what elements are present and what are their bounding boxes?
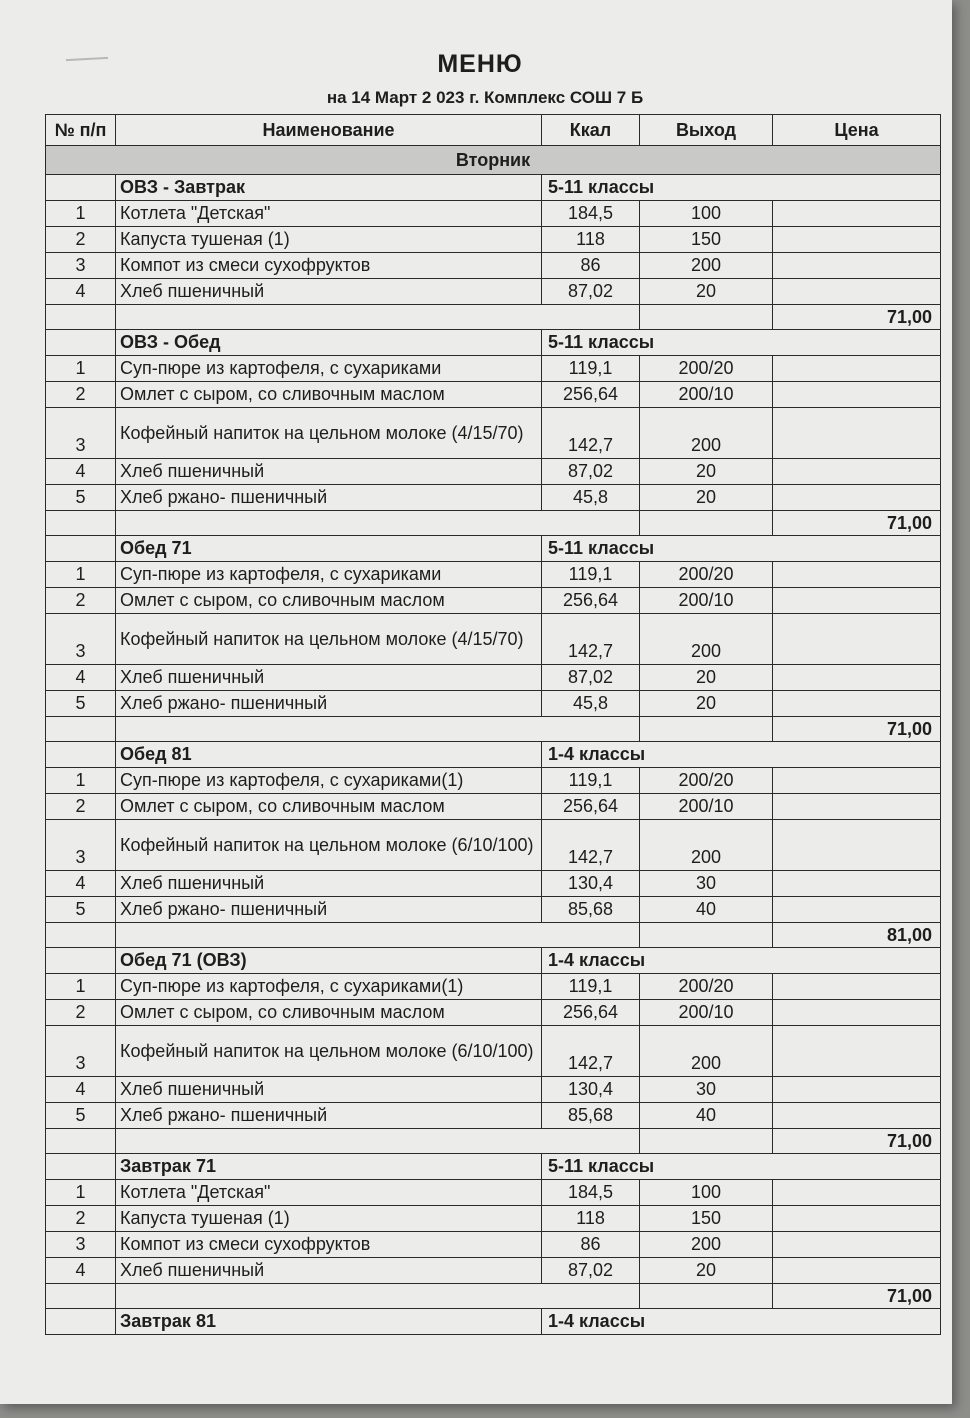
item-output: 20	[640, 691, 773, 717]
section-empty-cell	[46, 1309, 116, 1335]
item-number: 3	[46, 614, 116, 665]
item-name: Компот из смеси сухофруктов	[116, 1232, 542, 1258]
item-price	[773, 253, 941, 279]
item-kcal: 87,02	[542, 279, 640, 305]
item-kcal: 86	[542, 253, 640, 279]
item-price	[773, 356, 941, 382]
item-price	[773, 974, 941, 1000]
item-name: Компот из смеси сухофруктов	[116, 253, 542, 279]
section-price-row	[46, 923, 941, 948]
item-kcal: 87,02	[542, 665, 640, 691]
section-price-row	[46, 305, 941, 330]
item-name: Хлеб ржано- пшеничный	[116, 1103, 542, 1129]
item-output: 150	[640, 227, 773, 253]
item-name: Кофейный напиток на цельном молоке (6/10/100)	[116, 1026, 542, 1077]
item-kcal: 119,1	[542, 562, 640, 588]
item-output: 150	[640, 1206, 773, 1232]
price-empty-cell	[640, 511, 773, 536]
price-empty-cell	[46, 511, 116, 536]
item-kcal: 130,4	[542, 1077, 640, 1103]
item-kcal: 118	[542, 1206, 640, 1232]
section-classes: 5-11 классы	[542, 330, 941, 356]
item-kcal: 256,64	[542, 382, 640, 408]
item-number: 5	[46, 1103, 116, 1129]
price-empty-cell	[640, 923, 773, 948]
section-empty-cell	[46, 742, 116, 768]
item-number: 4	[46, 665, 116, 691]
item-output: 200/10	[640, 794, 773, 820]
table-row	[46, 279, 941, 305]
item-output: 30	[640, 871, 773, 897]
section-name: Завтрак 71	[116, 1154, 542, 1180]
table-row	[46, 1077, 941, 1103]
item-name: Кофейный напиток на цельном молоке (4/15/70)	[116, 408, 542, 459]
item-price	[773, 588, 941, 614]
section-price: 81,00	[773, 923, 941, 948]
price-empty-cell	[46, 1284, 116, 1309]
item-price	[773, 1206, 941, 1232]
item-output: 20	[640, 485, 773, 511]
price-empty-cell	[116, 717, 640, 742]
section-empty-cell	[46, 536, 116, 562]
item-kcal: 118	[542, 227, 640, 253]
table-row	[46, 356, 941, 382]
item-number: 4	[46, 871, 116, 897]
section-header-row	[46, 175, 941, 201]
item-name: Суп-пюре из картофеля, с сухариками(1)	[116, 974, 542, 1000]
item-name: Омлет с сыром, со сливочным маслом	[116, 1000, 542, 1026]
section-price: 71,00	[773, 1284, 941, 1309]
item-kcal: 85,68	[542, 1103, 640, 1129]
table-row	[46, 227, 941, 253]
item-price	[773, 1000, 941, 1026]
item-name: Капуста тушеная (1)	[116, 1206, 542, 1232]
section-name: Обед 81	[116, 742, 542, 768]
item-kcal: 86	[542, 1232, 640, 1258]
item-number: 1	[46, 356, 116, 382]
price-empty-cell	[116, 511, 640, 536]
item-number: 2	[46, 588, 116, 614]
section-empty-cell	[46, 175, 116, 201]
item-price	[773, 1103, 941, 1129]
item-kcal: 45,8	[542, 691, 640, 717]
item-name: Хлеб ржано- пшеничный	[116, 691, 542, 717]
item-kcal: 119,1	[542, 974, 640, 1000]
item-number: 5	[46, 691, 116, 717]
section-classes: 1-4 классы	[542, 948, 941, 974]
price-empty-cell	[116, 1284, 640, 1309]
item-price	[773, 485, 941, 511]
section-header-row	[46, 1309, 941, 1335]
item-price	[773, 897, 941, 923]
table-row	[46, 974, 941, 1000]
item-kcal: 142,7	[542, 1026, 640, 1077]
section-price-row	[46, 1284, 941, 1309]
price-empty-cell	[640, 1284, 773, 1309]
item-number: 4	[46, 459, 116, 485]
price-empty-cell	[46, 1129, 116, 1154]
item-price	[773, 1180, 941, 1206]
table-row	[46, 614, 941, 665]
item-kcal: 142,7	[542, 614, 640, 665]
col-header-kcal: Ккал	[542, 115, 640, 146]
price-empty-cell	[116, 923, 640, 948]
item-name: Хлеб пшеничный	[116, 279, 542, 305]
item-kcal: 87,02	[542, 1258, 640, 1284]
item-output: 200/20	[640, 562, 773, 588]
table-row	[46, 588, 941, 614]
section-name: ОВЗ - Обед	[116, 330, 542, 356]
page-subtitle: на 14 Март 2 023 г. Комплекс СОШ 7 Б	[326, 88, 644, 107]
section-name: Завтрак 81	[116, 1309, 542, 1335]
item-output: 20	[640, 459, 773, 485]
item-price	[773, 382, 941, 408]
item-output: 100	[640, 201, 773, 227]
section-price-row	[46, 511, 941, 536]
item-price	[773, 614, 941, 665]
item-name: Омлет с сыром, со сливочным маслом	[116, 382, 542, 408]
day-row	[46, 146, 941, 175]
item-output: 200/20	[640, 974, 773, 1000]
item-name: Котлета "Детская"	[116, 201, 542, 227]
table-row	[46, 897, 941, 923]
section-empty-cell	[46, 1154, 116, 1180]
section-price: 71,00	[773, 511, 941, 536]
item-kcal: 184,5	[542, 1180, 640, 1206]
menu-table	[45, 114, 941, 1335]
item-output: 200/10	[640, 588, 773, 614]
item-price	[773, 871, 941, 897]
section-name: Обед 71	[116, 536, 542, 562]
item-price	[773, 201, 941, 227]
item-price	[773, 691, 941, 717]
item-output: 40	[640, 897, 773, 923]
item-kcal: 119,1	[542, 356, 640, 382]
section-classes: 1-4 классы	[542, 742, 941, 768]
item-output: 200	[640, 1026, 773, 1077]
table-row	[46, 1258, 941, 1284]
item-number: 4	[46, 1258, 116, 1284]
item-price	[773, 562, 941, 588]
section-header-row	[46, 536, 941, 562]
section-header-row	[46, 948, 941, 974]
section-price-row	[46, 1129, 941, 1154]
item-output: 100	[640, 1180, 773, 1206]
price-empty-cell	[46, 923, 116, 948]
item-name: Хлеб ржано- пшеничный	[116, 897, 542, 923]
table-row	[46, 820, 941, 871]
item-kcal: 130,4	[542, 871, 640, 897]
item-number: 1	[46, 1180, 116, 1206]
section-classes: 1-4 классы	[542, 1309, 941, 1335]
item-name: Омлет с сыром, со сливочным маслом	[116, 794, 542, 820]
item-output: 200	[640, 253, 773, 279]
item-output: 200	[640, 1232, 773, 1258]
header-row	[46, 115, 941, 146]
section-price: 71,00	[773, 305, 941, 330]
item-output: 200	[640, 820, 773, 871]
table-row	[46, 691, 941, 717]
section-classes: 5-11 классы	[542, 536, 941, 562]
item-number: 3	[46, 820, 116, 871]
item-name: Котлета "Детская"	[116, 1180, 542, 1206]
item-price	[773, 1026, 941, 1077]
col-header-name: Наименование	[116, 115, 542, 146]
item-name: Капуста тушеная (1)	[116, 227, 542, 253]
price-empty-cell	[116, 1129, 640, 1154]
item-number: 2	[46, 1000, 116, 1026]
item-name: Хлеб пшеничный	[116, 871, 542, 897]
item-number: 1	[46, 768, 116, 794]
item-number: 2	[46, 227, 116, 253]
item-price	[773, 794, 941, 820]
section-name: ОВЗ - Завтрак	[116, 175, 542, 201]
col-header-num: № п/п	[46, 115, 116, 146]
table-row	[46, 253, 941, 279]
item-kcal: 87,02	[542, 459, 640, 485]
price-empty-cell	[640, 717, 773, 742]
item-kcal: 142,7	[542, 408, 640, 459]
item-output: 20	[640, 665, 773, 691]
item-name: Хлеб пшеничный	[116, 665, 542, 691]
price-empty-cell	[46, 717, 116, 742]
item-name: Кофейный напиток на цельном молоке (4/15/70)	[116, 614, 542, 665]
item-number: 4	[46, 1077, 116, 1103]
item-name: Омлет с сыром, со сливочным маслом	[116, 588, 542, 614]
item-output: 40	[640, 1103, 773, 1129]
item-kcal: 45,8	[542, 485, 640, 511]
page-title: МЕНЮ	[437, 50, 523, 78]
item-output: 200	[640, 614, 773, 665]
item-output: 20	[640, 279, 773, 305]
item-kcal: 256,64	[542, 794, 640, 820]
item-name: Кофейный напиток на цельном молоке (6/10/100)	[116, 820, 542, 871]
item-number: 3	[46, 1232, 116, 1258]
section-price: 71,00	[773, 1129, 941, 1154]
item-name: Хлеб пшеничный	[116, 1077, 542, 1103]
table-row	[46, 1026, 941, 1077]
section-header-row	[46, 330, 941, 356]
table-row	[46, 871, 941, 897]
section-header-row	[46, 742, 941, 768]
item-price	[773, 279, 941, 305]
item-price	[773, 820, 941, 871]
item-output: 200/20	[640, 768, 773, 794]
item-name: Суп-пюре из картофеля, с сухариками	[116, 562, 542, 588]
day-label: Вторник	[46, 146, 941, 175]
item-number: 2	[46, 1206, 116, 1232]
item-number: 3	[46, 1026, 116, 1077]
table-row	[46, 459, 941, 485]
item-output: 20	[640, 1258, 773, 1284]
item-number: 2	[46, 794, 116, 820]
item-price	[773, 408, 941, 459]
item-number: 3	[46, 253, 116, 279]
col-header-price: Цена	[773, 115, 941, 146]
item-number: 2	[46, 382, 116, 408]
item-price	[773, 768, 941, 794]
item-output: 200/10	[640, 382, 773, 408]
item-price	[773, 1258, 941, 1284]
item-number: 1	[46, 562, 116, 588]
menu-body	[46, 146, 941, 1335]
table-row	[46, 665, 941, 691]
price-empty-cell	[46, 305, 116, 330]
item-name: Суп-пюре из картофеля, с сухариками(1)	[116, 768, 542, 794]
item-kcal: 119,1	[542, 768, 640, 794]
item-kcal: 256,64	[542, 588, 640, 614]
item-price	[773, 665, 941, 691]
item-kcal: 85,68	[542, 897, 640, 923]
item-name: Хлеб пшеничный	[116, 1258, 542, 1284]
item-number: 1	[46, 974, 116, 1000]
section-empty-cell	[46, 948, 116, 974]
table-row	[46, 1232, 941, 1258]
item-kcal: 184,5	[542, 201, 640, 227]
item-output: 200/20	[640, 356, 773, 382]
item-number: 1	[46, 201, 116, 227]
table-row	[46, 562, 941, 588]
table-row	[46, 1103, 941, 1129]
item-price	[773, 1077, 941, 1103]
table-row	[46, 768, 941, 794]
section-price-row	[46, 717, 941, 742]
item-price	[773, 1232, 941, 1258]
item-number: 5	[46, 897, 116, 923]
table-row	[46, 485, 941, 511]
item-output: 200/10	[640, 1000, 773, 1026]
item-name: Хлеб ржано- пшеничный	[116, 485, 542, 511]
item-price	[773, 227, 941, 253]
item-output: 30	[640, 1077, 773, 1103]
price-empty-cell	[116, 305, 640, 330]
section-empty-cell	[46, 330, 116, 356]
price-empty-cell	[640, 305, 773, 330]
item-name: Суп-пюре из картофеля, с сухариками	[116, 356, 542, 382]
price-empty-cell	[640, 1129, 773, 1154]
table-row	[46, 794, 941, 820]
section-classes: 5-11 классы	[542, 1154, 941, 1180]
item-price	[773, 459, 941, 485]
item-name: Хлеб пшеничный	[116, 459, 542, 485]
item-number: 3	[46, 408, 116, 459]
item-number: 4	[46, 279, 116, 305]
item-output: 200	[640, 408, 773, 459]
section-header-row	[46, 1154, 941, 1180]
col-header-output: Выход	[640, 115, 773, 146]
section-price: 71,00	[773, 717, 941, 742]
table-row	[46, 201, 941, 227]
item-number: 5	[46, 485, 116, 511]
table-row	[46, 382, 941, 408]
table-row	[46, 408, 941, 459]
item-kcal: 142,7	[542, 820, 640, 871]
table-row	[46, 1180, 941, 1206]
section-classes: 5-11 классы	[542, 175, 941, 201]
section-name: Обед 71 (ОВЗ)	[116, 948, 542, 974]
item-kcal: 256,64	[542, 1000, 640, 1026]
table-row	[46, 1000, 941, 1026]
table-row	[46, 1206, 941, 1232]
